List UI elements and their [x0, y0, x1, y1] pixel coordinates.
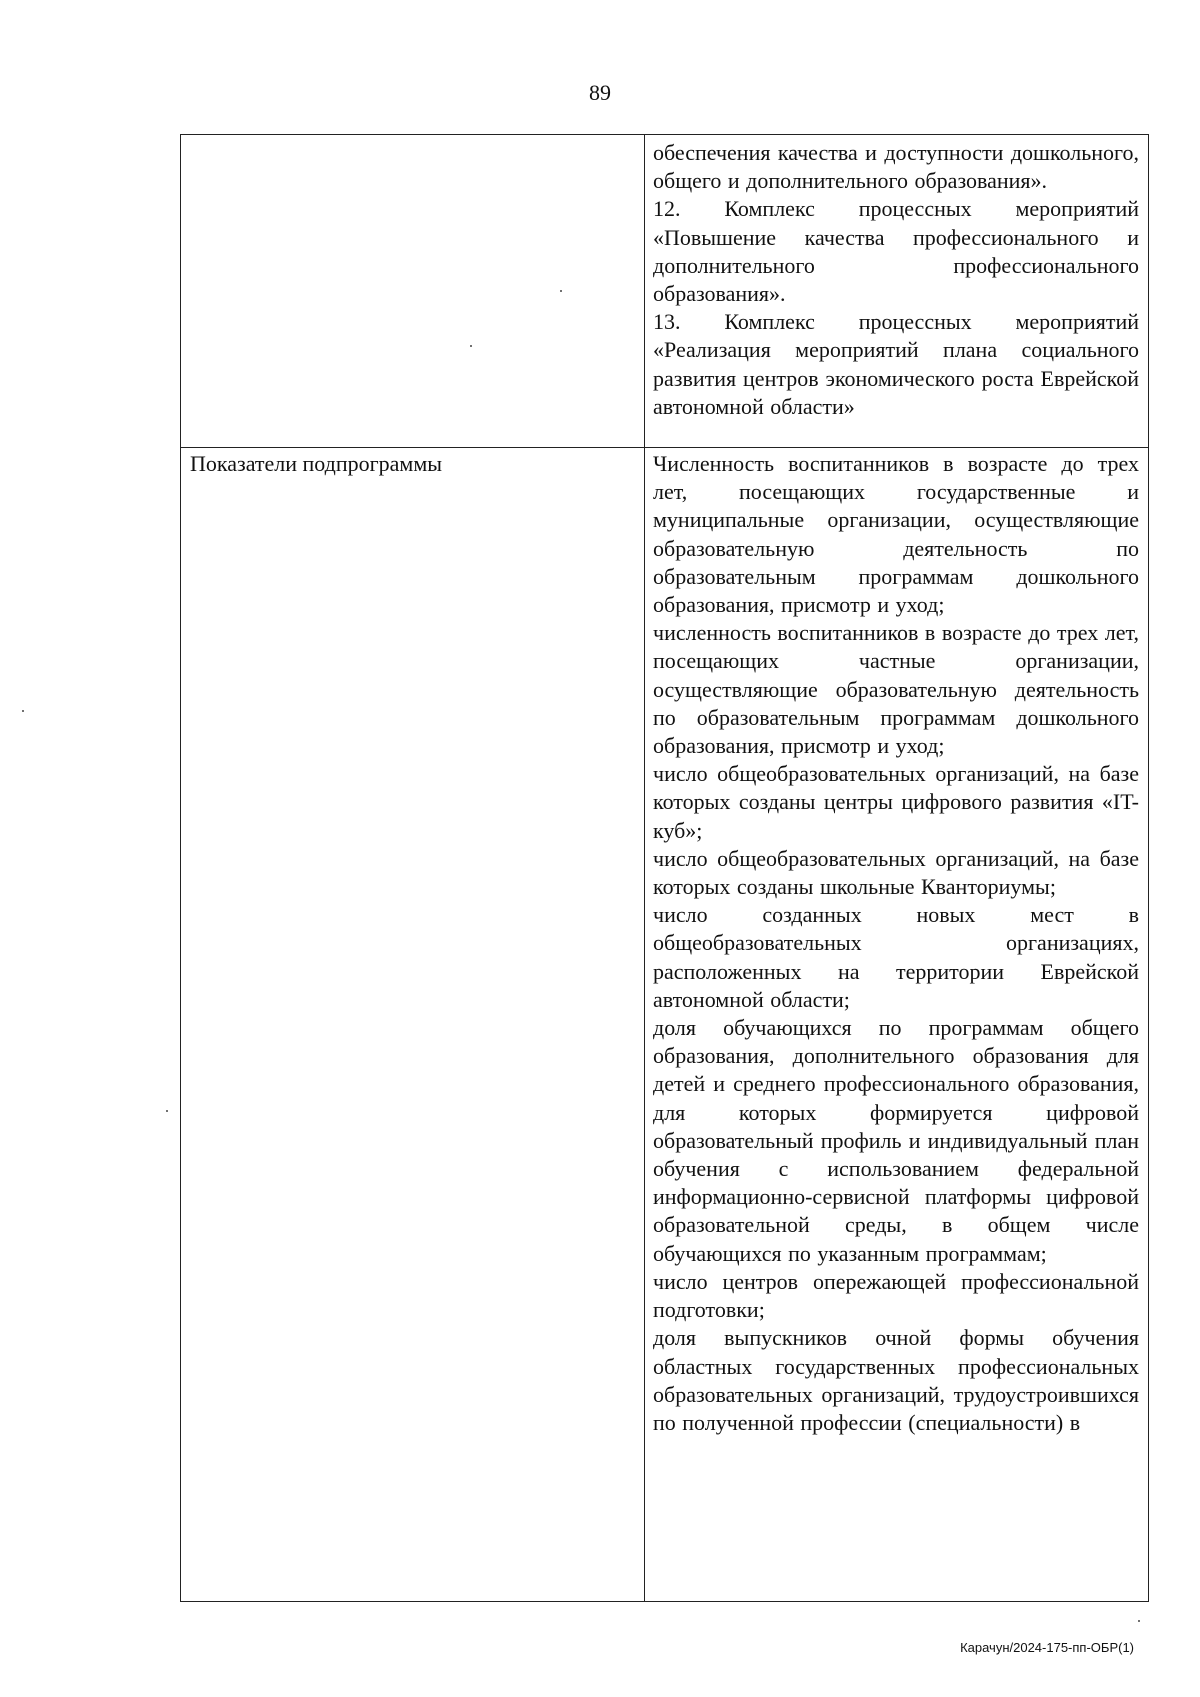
table-row-2-right-cell: [653, 450, 1139, 1437]
indicator-item: Численность воспитанников в возрасте до трех лет, посещающих государственные и муниципальные организации, осуществляющие образовательную деятельность по образовательным программам дошкольного образования, присмотр и уход;: [653, 451, 1139, 618]
indicator-item: доля обучающихся по программам общего образования, дополнительного образования для детей и среднего профессионального образования, для которых формируется цифровой образовательный профиль и индивидуальный план обучения с использованием федеральной информационно-сервисной платформы цифровой образовательной среды, в общем числе обучающихся по указанным программам;: [653, 1015, 1139, 1266]
indicator-item: число общеобразовательных организаций, на базе которых созданы центры цифрового развития «IT-куб»;: [653, 761, 1139, 843]
row1-paragraph: 12. Комплекс процессных мероприятий «Повышение качества профессионального и дополнительного профессионального образования».: [653, 196, 1139, 307]
scan-speck: [22, 710, 24, 712]
scan-speck: [470, 345, 472, 347]
document-table: [180, 134, 1149, 1602]
table-row-1-right-cell: [653, 139, 1139, 421]
column-divider: [644, 135, 645, 1601]
scan-speck: [166, 1110, 168, 1112]
row-divider: [181, 447, 1148, 448]
scan-speck: [560, 290, 562, 292]
indicator-item: доля выпускников очной формы обучения областных государственных профессиональных образовательных организаций, трудоустроившихся по полученной профессии (специальности) в: [653, 1325, 1139, 1435]
indicator-item: численность воспитанников в возрасте до трех лет, посещающих частные организации, осуществляющие образовательную деятельность по образовательным программам дошкольного образования, присмотр и уход;: [653, 620, 1139, 759]
table-row-2-left-cell: Показатели подпрограммы: [190, 451, 443, 476]
page-number: 89: [589, 80, 611, 105]
document-code: Карачун/2024-175-пп-ОБР(1): [960, 1640, 1134, 1655]
row1-paragraph: обеспечения качества и доступности дошкольного, общего и дополнительного образования».: [653, 140, 1139, 194]
indicator-item: число общеобразовательных организаций, на базе которых созданы школьные Кванториумы;: [653, 845, 1139, 900]
row1-paragraph: 13. Комплекс процессных мероприятий «Реализация мероприятий плана социального развития центров экономического роста Еврейской автономной области»: [653, 309, 1139, 419]
indicator-item: число центров опережающей профессиональной подготовки;: [653, 1268, 1139, 1323]
indicator-item: число созданных новых мест в общеобразовательных организациях, расположенных на территории Еврейской автономной области;: [653, 902, 1139, 1012]
scan-speck: [1138, 1620, 1140, 1622]
